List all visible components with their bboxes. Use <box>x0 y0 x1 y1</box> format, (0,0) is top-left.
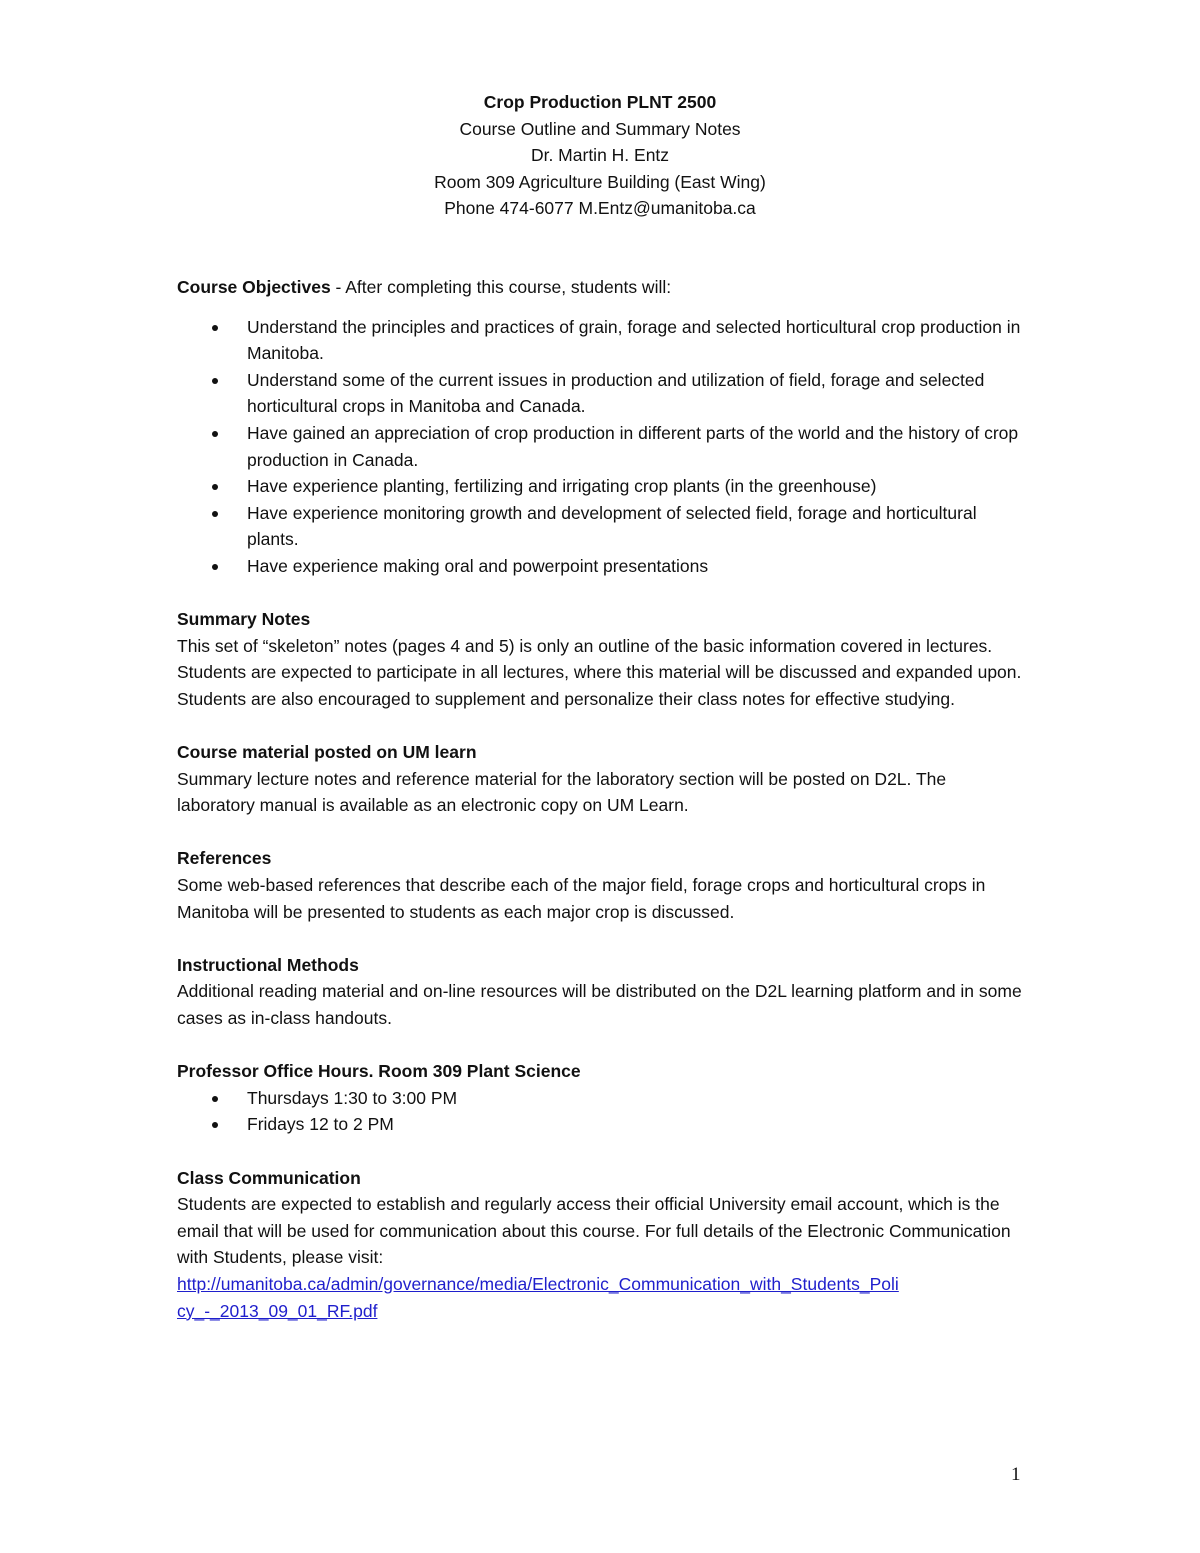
references-heading: References <box>177 848 272 869</box>
list-item-text: Have experience planting, fertilizing and irrigating crop plants (in the greenhouse) <box>247 476 877 497</box>
list-item <box>177 553 1027 580</box>
list-item <box>177 367 1027 420</box>
references-body: Some web-based references that describe each of the major field, forage crops and horticultural crops in Manitoba will be presented to students as each major crop is discussed. <box>177 875 986 922</box>
course-material-body: Summary lecture notes and reference material for the laboratory section will be posted on D2L. The laboratory manual is available as an electronic copy on UM Learn. <box>177 768 947 816</box>
instructor-room: Room 309 Agriculture Building (East Wing) <box>434 171 766 192</box>
bullet-icon <box>212 511 218 517</box>
objectives-heading: Course Objectives <box>177 277 331 297</box>
bullet-icon <box>212 1122 218 1128</box>
list-item <box>177 1111 1027 1138</box>
policy-link-line-1[interactable]: http://umanitoba.ca/admin/governance/media/Electronic_Communication_with_Students_Poli <box>177 1273 899 1294</box>
page-number: 1 <box>1011 1464 1021 1485</box>
bullet-icon <box>212 325 218 331</box>
office-hours-section <box>177 1058 1027 1138</box>
bullet-icon <box>212 564 218 570</box>
list-item-text: Thursdays 1:30 to 3:00 PM <box>247 1087 458 1108</box>
list-item <box>177 1085 1027 1112</box>
references-section <box>177 845 1027 925</box>
office-hours-heading: Professor Office Hours. Room 309 Plant Science <box>177 1061 581 1082</box>
objectives-list <box>177 314 1027 580</box>
list-item-text: Fridays 12 to 2 PM <box>247 1114 394 1135</box>
list-item-text: Understand some of the current issues in production and utilization of field, forage and selected horticultural crops in Manitoba and Canada. <box>247 369 985 417</box>
list-item-text: Have experience making oral and powerpoint presentations <box>247 555 709 576</box>
office-hours-list <box>177 1085 1027 1138</box>
course-title: Crop Production PLNT 2500 <box>483 92 717 112</box>
class-communication-body: Students are expected to establish and regularly access their official University email account, which is the email that will be used for communication about this course. For full details of the Electronic Communication with Students, please visit: <box>177 1194 1011 1268</box>
bullet-icon <box>212 484 218 490</box>
list-item-text: Understand the principles and practices of grain, forage and selected horticultural crop production in Manitoba. <box>247 316 1021 364</box>
bullet-icon <box>212 1096 218 1102</box>
list-item <box>177 314 1027 367</box>
summary-notes-section <box>177 606 1027 712</box>
instructional-methods-heading: Instructional Methods <box>177 954 359 975</box>
summary-notes-body: This set of “skeleton” notes (pages 4 and 5) is only an outline of the basic information covered in lectures. Students are expected to participate in all lectures, where this material will be discussed and expanded upon. Students are also encouraged to supplement and personalize their class notes for effective studying. <box>177 635 1022 709</box>
document-header <box>0 89 1200 222</box>
instructional-methods-section <box>177 952 1027 1032</box>
list-item <box>177 420 1027 473</box>
class-communication-heading: Class Communication <box>177 1167 361 1188</box>
instructor-contact: Phone 474-6077 M.Entz@umanitoba.ca <box>444 198 756 219</box>
instructional-methods-body: Additional reading material and on-line resources will be distributed on the D2L learning platform and in some cases as in-class handouts. <box>177 981 1022 1029</box>
bullet-icon <box>212 378 218 384</box>
list-item <box>177 473 1027 500</box>
list-item <box>177 500 1027 553</box>
class-communication-section <box>177 1165 1027 1325</box>
list-item-text: Have experience monitoring growth and development of selected field, forage and horticultural plants. <box>247 502 977 550</box>
list-item-text: Have gained an appreciation of crop production in different parts of the world and the history of crop production in Canada. <box>247 422 1019 470</box>
instructor-name: Dr. Martin H. Entz <box>530 145 670 166</box>
objectives-intro-text: - After completing this course, students will: <box>330 277 672 297</box>
objectives-intro <box>177 274 1027 301</box>
document-body <box>177 274 1027 1324</box>
summary-notes-heading: Summary Notes <box>177 609 311 630</box>
bullet-icon <box>212 431 218 437</box>
course-material-heading: Course material posted on UM learn <box>177 742 477 763</box>
policy-link[interactable] <box>177 1271 1027 1324</box>
policy-link-line-2[interactable]: cy_-_2013_09_01_RF.pdf <box>177 1300 378 1321</box>
course-subtitle: Course Outline and Summary Notes <box>459 118 741 139</box>
course-material-section <box>177 739 1027 819</box>
